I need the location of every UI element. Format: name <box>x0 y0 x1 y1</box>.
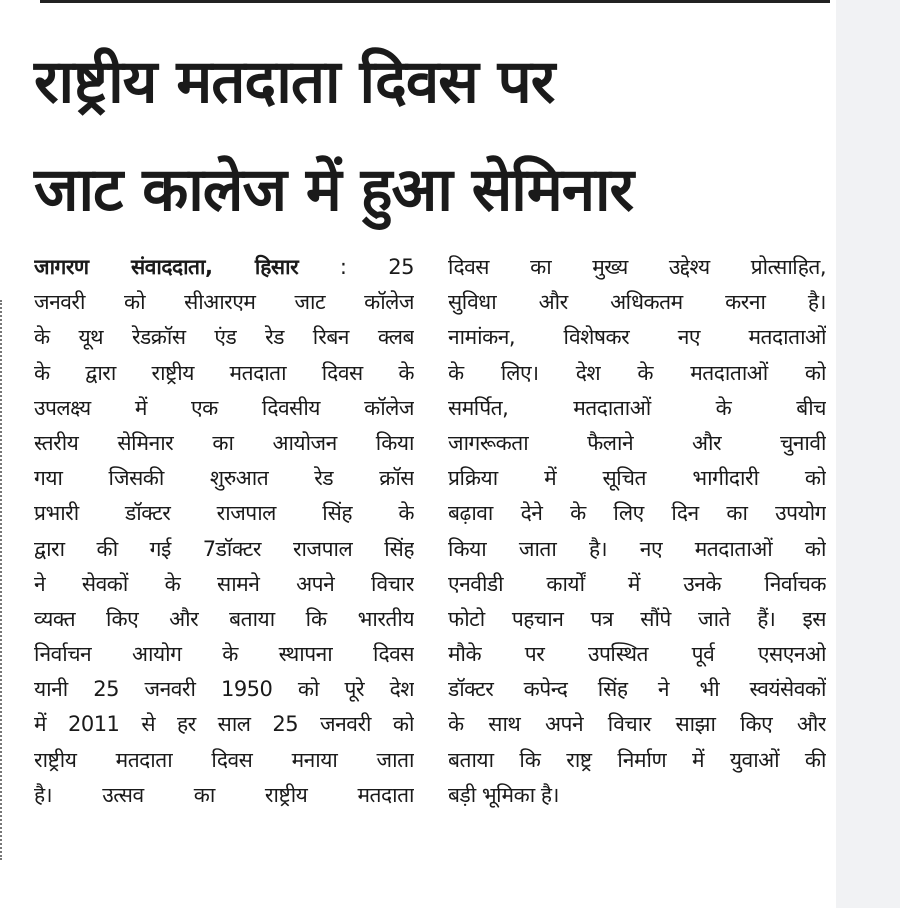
article-line: किया जाता है। नए मतदाताओं को <box>448 536 826 561</box>
article-line: बड़ी भूमिका है। <box>448 782 559 807</box>
article-line: निर्वाचन आयोग के स्थापना दिवस <box>34 642 414 667</box>
article-line: है। उत्सव का राष्ट्रीय मतदाता <box>34 782 414 807</box>
article-line: स्तरीय सेमिनार का आयोजन किया <box>34 430 414 455</box>
top-rule <box>40 0 830 3</box>
article-line: ने सेवकों के सामने अपने विचार <box>34 571 414 596</box>
headline-line-1: राष्ट्रीय मतदाता दिवस पर <box>34 47 555 117</box>
article-line: के साथ अपने विचार साझा किए और <box>448 712 826 737</box>
side-panel <box>836 0 900 908</box>
article-line: द्वारा की गई 7डॉक्टर राजपाल सिंह <box>34 536 414 561</box>
article-line: के द्वारा राष्ट्रीय मतदाता दिवस के <box>34 360 414 385</box>
article-line: नामांकन, विशेषकर नए मतदाताओं <box>448 325 826 350</box>
article-line <box>34 250 414 285</box>
article-line: गया जिसकी शुरुआत रेड क्रॉस <box>34 466 414 491</box>
article-column-right <box>448 250 826 813</box>
article-line: राष्ट्रीय मतदाता दिवस मनाया जाता <box>34 747 414 772</box>
article-line: के लिए। देश के मतदाताओं को <box>448 360 826 385</box>
article-line: सुविधा और अधिकतम करना है। <box>448 290 826 315</box>
article-line: उपलक्ष्य में एक दिवसीय कॉलेज <box>34 395 414 420</box>
article-line: जनवरी को सीआरएम जाट कॉलेज <box>34 290 414 315</box>
article-line: समर्पित, मतदाताओं के बीच <box>448 395 826 420</box>
article-column-left <box>34 250 414 813</box>
article-line: प्रक्रिया में सूचित भागीदारी को <box>448 466 826 491</box>
article-line: फोटो पहचान पत्र सौंपे जाते हैं। इस <box>448 606 826 631</box>
article-line: डॉक्टर कपेन्द सिंह ने भी स्वयंसेवकों <box>448 677 826 702</box>
article-line: मौके पर उपस्थित पूर्व एसएनओ <box>448 642 826 667</box>
article-line: में 2011 से हर साल 25 जनवरी को <box>34 712 414 737</box>
clipping-edge <box>0 300 8 860</box>
article-line: एनवीडी कार्यों में उनके निर्वाचक <box>448 571 826 596</box>
byline: जागरण संवाददाता, हिसार <box>34 255 299 279</box>
article-line: बढ़ावा देने के लिए दिन का उपयोग <box>448 501 826 526</box>
article-line: के यूथ रेडक्रॉस एंड रेड रिबन क्लब <box>34 325 414 350</box>
article-line: दिवस का मुख्य उद्देश्य प्रोत्साहित, <box>448 255 826 279</box>
headline-line-2: जाट कालेज में हुआ सेमिनार <box>34 155 634 225</box>
article-line-text: : 25 <box>339 255 414 279</box>
article-line: प्रभारी डॉक्टर राजपाल सिंह के <box>34 501 414 526</box>
article-line: बताया कि राष्ट्र निर्माण में युवाओं की <box>448 747 826 772</box>
article-line: जागरूकता फैलाने और चुनावी <box>448 430 826 455</box>
article-line: यानी 25 जनवरी 1950 को पूरे देश <box>34 677 414 702</box>
article-line: व्यक्त किए और बताया कि भारतीय <box>34 606 414 631</box>
